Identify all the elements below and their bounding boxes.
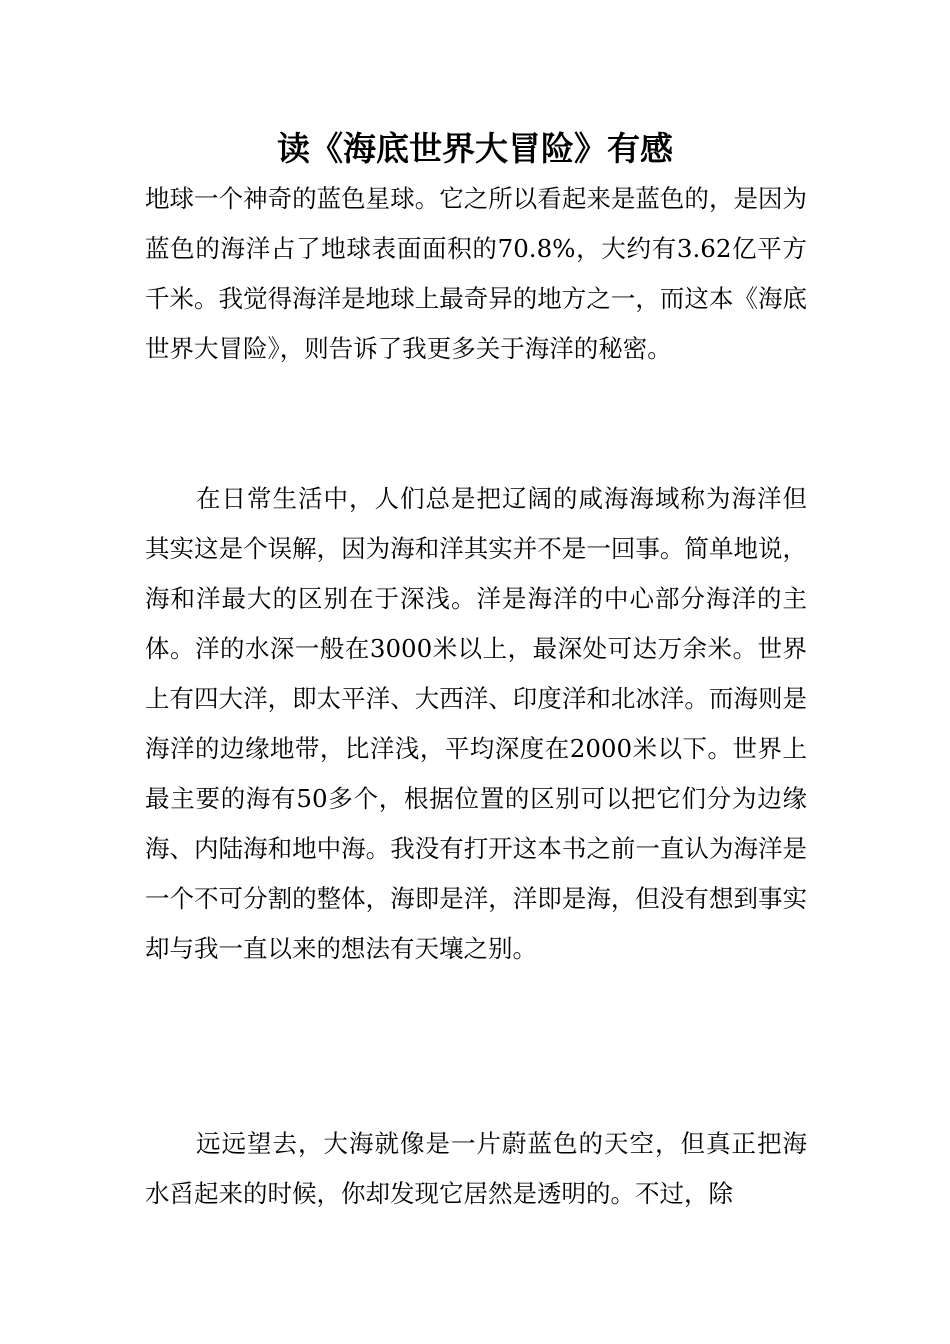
document-title: 读《海底世界大冒险》有感 [277,129,673,168]
paragraph-3: 远远望去，大海就像是一片蔚蓝色的天空，但真正把海水舀起来的时候，你却发现它居然是透明的。不过，除 [145,1129,807,1208]
paragraph-2: 在日常生活中，人们总是把辽阔的咸海海域称为海洋但其实这是个误解，因为海和洋其实并不是一回事。简单地说，海和洋最大的区别在于深浅。洋是海洋的中心部分海洋的主体。洋的水深一般在3000米以上，最深处可达万余米。世界上有四大洋，即太平洋、大西洋、印度洋和北冰洋。而海则是海洋的边缘地带，比洋浅，平均深度在2000米以下。世界上最主要的海有50多个，根据位置的区别可以把它们分为边缘海、内陆海和地中海。我没有打开这本书之前一直认为海洋是一个不可分割的整体，海即是洋，洋即是海，但没有想到事实却与我一直以来的想法有天壤之别。 [145,484,807,963]
paragraph-1: 地球一个神奇的蓝色星球。它之所以看起来是蓝色的，是因为蓝色的海洋占了地球表面面积的70.8%，大约有3.62亿平方千米。我觉得海洋是地球上最奇异的地方之一，而这本《海底世界大冒险》，则告诉了我更多关于海洋的秘密。 [145,184,807,363]
